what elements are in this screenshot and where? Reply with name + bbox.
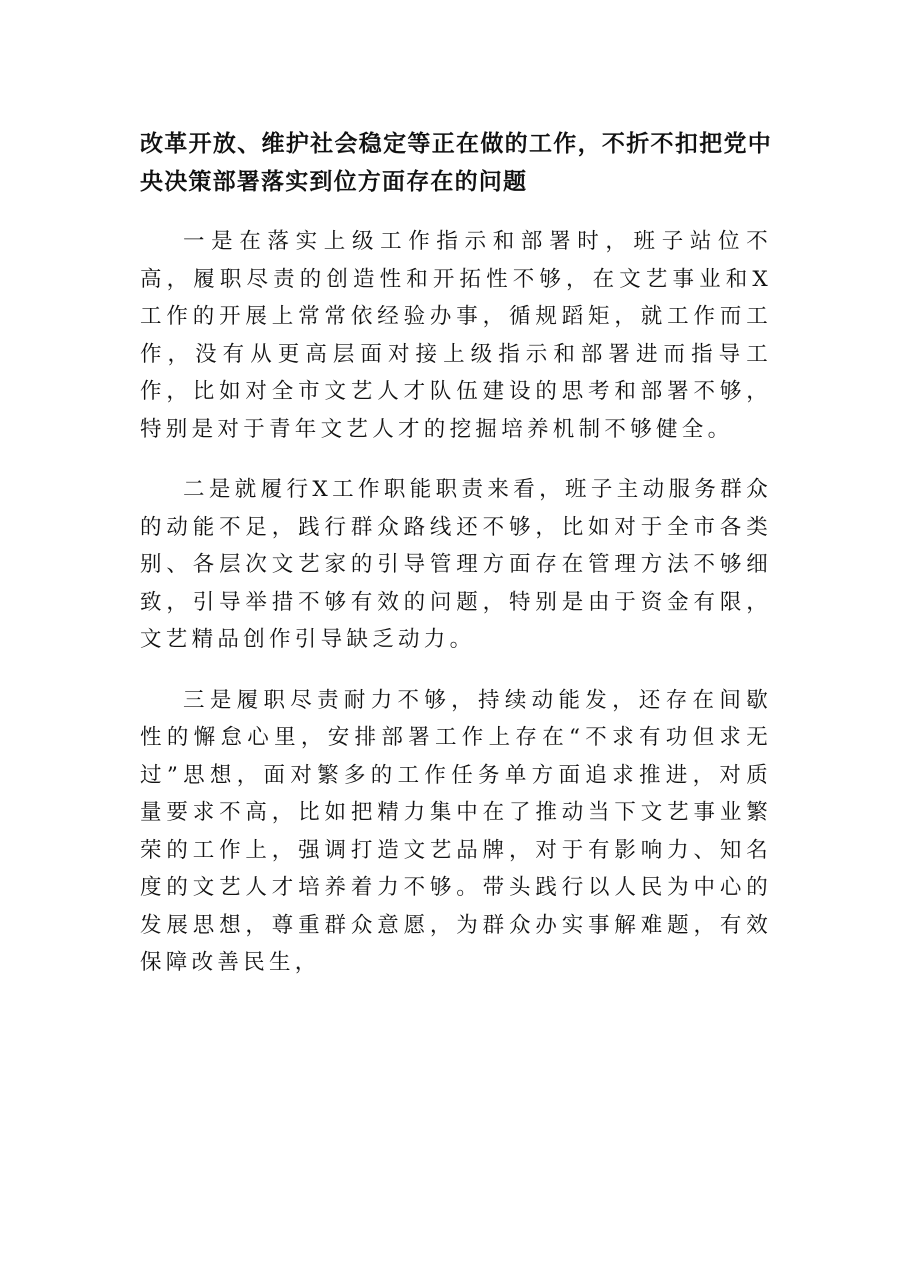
paragraph-2: 二是就履行X工作职能职责来看，班子主动服务群众的动能不足，践行群众路线还不够，比如对于全市各类别、各层次文艺家的引导管理方面存在管理方法不够细致，引导举措不够有效的问题，特别是由于资金有限，文艺精品创作引导缺乏动力。	[140, 477, 772, 652]
section-heading: 改革开放、维护社会稳定等正在做的工作，不折不扣把党中央决策部署落实到位方面存在的问题	[140, 131, 772, 195]
paragraph-3: 三是履职尽责耐力不够，持续动能发，还存在间歇性的懈怠心里，安排部署工作上存在“不求有功但求无过”思想，面对繁多的工作任务单方面追求推进，对质量要求不高，比如把精力集中在了推动当下文艺事业繁荣的工作上，强调打造文艺品牌，对于有影响力、知名度的文艺人才培养着力不够。带头践行以人民为中心的发展思想，尊重群众意愿，为群众办实事解难题，有效保障改善民生，	[140, 687, 772, 975]
document-body	[140, 125, 772, 1005]
paragraph-1: 一是在落实上级工作指示和部署时，班子站位不高，履职尽责的创造性和开拓性不够，在文艺事业和X工作的开展上常常依经验办事，循规蹈矩，就工作而工作，没有从更高层面对接上级指示和部署进而指导工作，比如对全市文艺人才队伍建设的思考和部署不够，特别是对于青年文艺人才的挖掘培养机制不够健全。	[140, 229, 772, 442]
